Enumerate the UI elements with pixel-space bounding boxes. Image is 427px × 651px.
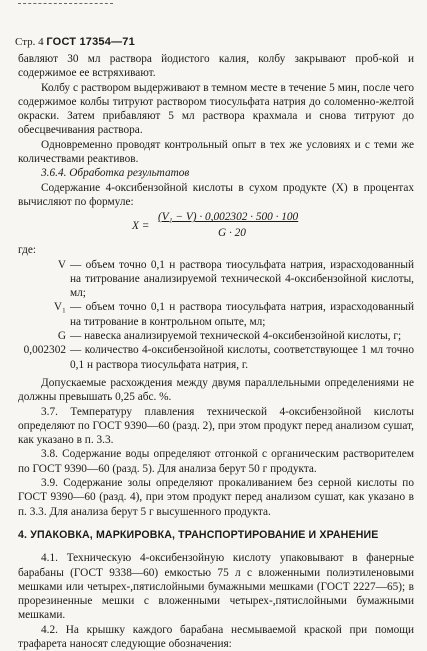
formula-numerator: (V₁ − V) · 0,002302 · 500 · 100 [158,211,299,224]
paragraph: Содержание 4-оксибензойной кислоты в сухом продукте (X) в процентах вычисляют по формуле: [18,181,414,208]
where-label: где: [18,244,36,257]
paragraph: 3.7. Температуру плавления технической 4-оксибензойной кислоты определяют по ГОСТ 9390—60 (разд. 2), при этом продукт перед анализом сушат, как указано в п. 3.3. [18,405,414,447]
definition-symbol: V [57,258,66,271]
paragraph: Колбу с раствором выдерживают в темном месте в течение 5 мин, после чего содержимое колбы титруют раствором тиосульфата натрия до соломенно-желтой окраски. Затем прибавляют 5 мл раствора крахмала и снова титруют до обесцвечивания раствора. [18,81,414,137]
paragraph: 4.1. Техническую 4-оксибензойную кислоту упаковывают в фанерные барабаны (ГОСТ 9338—60) емкостью 75 л с вложенными полиэтиленовыми мешками или четырех-,пятислойными бумажными мешками (ГОСТ 2227—65); в прорезиненные мешки с вложенными четырех-,пятислойными бумажными мешками. [18,552,414,622]
page-header [15,35,135,49]
top-rule [18,3,113,4]
definition-item [18,258,414,301]
section-heading: 4. УПАКОВКА, МАРКИРОВКА, ТРАНСПОРТИРОВАНИЕ И ХРАНЕНИЕ [18,528,379,541]
definition-symbol: V₁ [53,301,66,314]
definition-item [18,300,414,329]
paragraph: Допускаемые расхождения между двумя параллельными определениями не должны превышать 0,25 абс. %. [18,376,414,404]
paragraph: бавляют 30 мл раствора йодистого калия, колбу закрывают проб-кой и содержимое ее встряхивают. [18,53,414,80]
definition-text: — объем точно 0,1 н раствора тиосульфата натрия, израсходованный на титрование анализируемой технической 4-оксибензойной кислоты, мл; [70,258,414,300]
paragraph: 4.2. На крышку каждого барабана несмываемой краской при помощи трафарета наносят следующие обозначения: [18,623,414,650]
paragraph: 3.8. Содержание воды определяют отгонкой с органическим растворителем по ГОСТ 9390—60 (разд. 5). Для анализа берут 50 г продукта. [18,448,414,475]
page-number: Стр. 4 [15,36,44,48]
definition-symbol: 0,002302 [23,344,66,357]
definition-symbol: G [57,330,66,343]
definition-item [18,343,414,372]
document-body [18,52,414,651]
gost-number: ГОСТ 17354—71 [46,36,135,48]
paragraph: 3.9. Содержание золы определяют прокаливанием без серной кислоты по ГОСТ 9390—60 (разд. 4), при этом продукт перед анализом сушат, как указано в п. 3.3. Для анализа берут 5 г высушенного продукта. [18,477,414,518]
formula-lhs: X = [132,220,150,233]
definition-text: — объем точно 0,1 н раствора тиосульфата натрия, израсходованный на титрование в контрольном опыте, мл; [70,301,414,328]
subsection-heading: 3.6.4. Обработка результатов [41,167,190,180]
paragraph: Одновременно проводят контрольный опыт в тех же условиях и с теми же количествами реактивов. [18,138,414,166]
definition-text: — количество 4-оксибензойной кислоты, соответствующее 1 мл точно 0,1 н раствора тиосульфата натрия, г. [70,344,414,371]
formula-denominator: G · 20 [218,227,246,240]
formula [18,209,414,243]
definition-text: — навеска анализируемой технической 4-оксибензойной кислоты, г; [70,330,402,343]
definition-item [18,329,414,343]
